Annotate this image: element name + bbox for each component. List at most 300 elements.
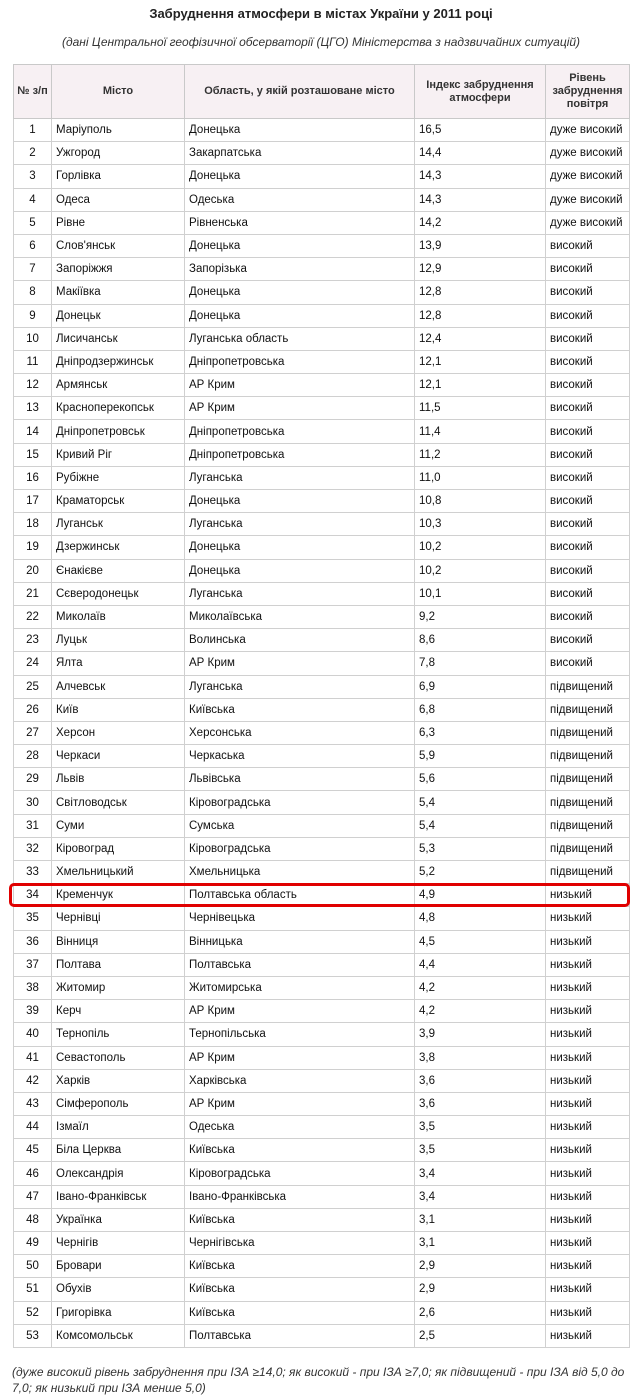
cell-num: 35 — [14, 907, 52, 930]
cell-city: Луцьк — [52, 629, 185, 652]
cell-num: 39 — [14, 1000, 52, 1023]
cell-region: Донецька — [185, 490, 415, 513]
cell-index: 10,2 — [415, 559, 546, 582]
pollution-table — [13, 64, 630, 1348]
cell-level: низький — [546, 1000, 630, 1023]
cell-index: 5,2 — [415, 861, 546, 884]
cell-city: Суми — [52, 814, 185, 837]
cell-city: Макіївка — [52, 281, 185, 304]
cell-index: 13,9 — [415, 234, 546, 257]
cell-num: 31 — [14, 814, 52, 837]
cell-region: Миколаївська — [185, 605, 415, 628]
cell-level: високий — [546, 420, 630, 443]
cell-index: 8,6 — [415, 629, 546, 652]
cell-region: Дніпропетровська — [185, 443, 415, 466]
table-row — [14, 652, 630, 675]
cell-num: 22 — [14, 605, 52, 628]
table-row — [14, 1185, 630, 1208]
table-row — [14, 1162, 630, 1185]
cell-region: Чернівецька — [185, 907, 415, 930]
cell-index: 5,9 — [415, 745, 546, 768]
cell-level: низький — [546, 1069, 630, 1092]
header-num: № з/п — [14, 65, 52, 119]
cell-region: Донецька — [185, 559, 415, 582]
cell-region: Закарпатська — [185, 142, 415, 165]
cell-index: 6,9 — [415, 675, 546, 698]
cell-level: підвищений — [546, 861, 630, 884]
cell-num: 48 — [14, 1208, 52, 1231]
cell-level: низький — [546, 907, 630, 930]
cell-region: Тернопільська — [185, 1023, 415, 1046]
cell-city: Олександрія — [52, 1162, 185, 1185]
cell-index: 12,8 — [415, 304, 546, 327]
page-subtitle: (дані Центральної геофізичної обсерваторії (ЦГО) Міністерства з надзвичайних ситуацій) — [61, 35, 581, 49]
cell-city: Дніпродзержинськ — [52, 350, 185, 373]
cell-level: високий — [546, 466, 630, 489]
cell-level: низький — [546, 1324, 630, 1347]
table-row — [14, 907, 630, 930]
cell-level: високий — [546, 443, 630, 466]
cell-city: Красноперекопськ — [52, 397, 185, 420]
cell-index: 14,3 — [415, 188, 546, 211]
table-row — [14, 513, 630, 536]
cell-num: 51 — [14, 1278, 52, 1301]
cell-city: Сєверодонецьк — [52, 582, 185, 605]
cell-level: низький — [546, 1162, 630, 1185]
table-row — [14, 258, 630, 281]
cell-num: 33 — [14, 861, 52, 884]
table-row — [14, 953, 630, 976]
table-row — [14, 745, 630, 768]
cell-index: 14,2 — [415, 211, 546, 234]
cell-num: 14 — [14, 420, 52, 443]
cell-num: 15 — [14, 443, 52, 466]
table-row — [14, 1255, 630, 1278]
table-row — [14, 374, 630, 397]
cell-city: Алчевськ — [52, 675, 185, 698]
cell-level: підвищений — [546, 814, 630, 837]
cell-city: Київ — [52, 698, 185, 721]
cell-num: 36 — [14, 930, 52, 953]
cell-region: Донецька — [185, 165, 415, 188]
cell-region: АР Крим — [185, 374, 415, 397]
table-row — [14, 721, 630, 744]
cell-num: 8 — [14, 281, 52, 304]
cell-level: високий — [546, 490, 630, 513]
cell-level: підвищений — [546, 721, 630, 744]
cell-region: Одеська — [185, 1116, 415, 1139]
cell-region: Харківська — [185, 1069, 415, 1092]
table-row — [14, 582, 630, 605]
cell-city: Полтава — [52, 953, 185, 976]
cell-level: низький — [546, 930, 630, 953]
cell-level: дуже високий — [546, 211, 630, 234]
cell-num: 18 — [14, 513, 52, 536]
table-row — [14, 1069, 630, 1092]
cell-num: 9 — [14, 304, 52, 327]
table-row — [14, 1278, 630, 1301]
cell-index: 16,5 — [415, 119, 546, 142]
table-row — [14, 1046, 630, 1069]
cell-region: Одеська — [185, 188, 415, 211]
cell-level: високий — [546, 536, 630, 559]
highlight-box — [9, 883, 630, 907]
cell-index: 9,2 — [415, 605, 546, 628]
table-row — [14, 1116, 630, 1139]
cell-index: 3,4 — [415, 1162, 546, 1185]
cell-city: Чернігів — [52, 1232, 185, 1255]
cell-num: 4 — [14, 188, 52, 211]
cell-level: високий — [546, 582, 630, 605]
table-row — [14, 142, 630, 165]
cell-num: 11 — [14, 350, 52, 373]
cell-num: 13 — [14, 397, 52, 420]
cell-num: 34 — [14, 884, 52, 907]
cell-num: 44 — [14, 1116, 52, 1139]
cell-city: Кривий Ріг — [52, 443, 185, 466]
cell-region: Херсонська — [185, 721, 415, 744]
cell-num: 28 — [14, 745, 52, 768]
cell-num: 41 — [14, 1046, 52, 1069]
cell-num: 52 — [14, 1301, 52, 1324]
cell-region: Луганська — [185, 466, 415, 489]
cell-level: низький — [546, 1278, 630, 1301]
cell-level: високий — [546, 281, 630, 304]
table-row — [14, 350, 630, 373]
cell-index: 14,3 — [415, 165, 546, 188]
cell-region: Житомирська — [185, 976, 415, 999]
cell-region: Луганська область — [185, 327, 415, 350]
cell-index: 4,2 — [415, 976, 546, 999]
table-row — [14, 165, 630, 188]
cell-city: Маріуполь — [52, 119, 185, 142]
cell-level: високий — [546, 652, 630, 675]
cell-city: Донецьк — [52, 304, 185, 327]
cell-region: Черкаська — [185, 745, 415, 768]
cell-region: Луганська — [185, 513, 415, 536]
cell-num: 40 — [14, 1023, 52, 1046]
cell-city: Луганськ — [52, 513, 185, 536]
table-row — [14, 1208, 630, 1231]
cell-index: 11,2 — [415, 443, 546, 466]
cell-index: 11,5 — [415, 397, 546, 420]
cell-city: Севастополь — [52, 1046, 185, 1069]
table-header-row — [14, 65, 630, 119]
cell-index: 5,4 — [415, 814, 546, 837]
cell-city: Комсомольськ — [52, 1324, 185, 1347]
cell-index: 3,5 — [415, 1116, 546, 1139]
cell-city: Обухів — [52, 1278, 185, 1301]
cell-index: 4,5 — [415, 930, 546, 953]
cell-num: 49 — [14, 1232, 52, 1255]
header-region: Область, у якій розташоване місто — [185, 65, 415, 119]
cell-num: 24 — [14, 652, 52, 675]
cell-index: 3,6 — [415, 1069, 546, 1092]
table-row — [14, 768, 630, 791]
cell-index: 3,4 — [415, 1185, 546, 1208]
cell-city: Хмельницький — [52, 861, 185, 884]
cell-city: Дніпропетровськ — [52, 420, 185, 443]
cell-index: 10,1 — [415, 582, 546, 605]
cell-level: низький — [546, 953, 630, 976]
page-title: Забруднення атмосфери в містах України у 2011 році — [149, 6, 493, 21]
cell-index: 4,9 — [415, 884, 546, 907]
cell-city: Запоріжжя — [52, 258, 185, 281]
table-row — [14, 234, 630, 257]
cell-city: Кіровоград — [52, 837, 185, 860]
cell-level: низький — [546, 1092, 630, 1115]
cell-city: Слов'янськ — [52, 234, 185, 257]
cell-index: 6,3 — [415, 721, 546, 744]
cell-region: Київська — [185, 1139, 415, 1162]
cell-city: Бровари — [52, 1255, 185, 1278]
cell-index: 3,8 — [415, 1046, 546, 1069]
cell-city: Черкаси — [52, 745, 185, 768]
cell-region: АР Крим — [185, 652, 415, 675]
cell-index: 11,4 — [415, 420, 546, 443]
cell-level: підвищений — [546, 675, 630, 698]
cell-city: Єнакієве — [52, 559, 185, 582]
cell-level: високий — [546, 374, 630, 397]
cell-level: високий — [546, 304, 630, 327]
cell-level: низький — [546, 1139, 630, 1162]
cell-region: Полтавська область — [185, 884, 415, 907]
cell-num: 43 — [14, 1092, 52, 1115]
cell-level: підвищений — [546, 837, 630, 860]
cell-num: 2 — [14, 142, 52, 165]
cell-city: Ужгород — [52, 142, 185, 165]
cell-city: Дзержинськ — [52, 536, 185, 559]
cell-region: Донецька — [185, 304, 415, 327]
header-city: Місто — [52, 65, 185, 119]
cell-num: 37 — [14, 953, 52, 976]
table-row — [14, 791, 630, 814]
cell-index: 11,0 — [415, 466, 546, 489]
cell-region: Полтавська — [185, 1324, 415, 1347]
cell-city: Ялта — [52, 652, 185, 675]
cell-num: 26 — [14, 698, 52, 721]
cell-num: 6 — [14, 234, 52, 257]
cell-index: 3,6 — [415, 1092, 546, 1115]
cell-level: високий — [546, 513, 630, 536]
cell-city: Рубіжне — [52, 466, 185, 489]
cell-index: 2,6 — [415, 1301, 546, 1324]
cell-region: АР Крим — [185, 1046, 415, 1069]
cell-region: Київська — [185, 1208, 415, 1231]
table-row — [14, 861, 630, 884]
table-row — [14, 1301, 630, 1324]
cell-level: дуже високий — [546, 142, 630, 165]
cell-city: Тернопіль — [52, 1023, 185, 1046]
cell-region: Кіровоградська — [185, 837, 415, 860]
cell-level: високий — [546, 605, 630, 628]
table-row — [14, 211, 630, 234]
cell-level: підвищений — [546, 768, 630, 791]
cell-level: високий — [546, 234, 630, 257]
cell-city: Ізмаїл — [52, 1116, 185, 1139]
table-row — [14, 1000, 630, 1023]
cell-num: 19 — [14, 536, 52, 559]
cell-num: 29 — [14, 768, 52, 791]
cell-region: Волинська — [185, 629, 415, 652]
cell-num: 38 — [14, 976, 52, 999]
cell-region: Кіровоградська — [185, 1162, 415, 1185]
table-row — [14, 1139, 630, 1162]
table-row — [14, 559, 630, 582]
cell-city: Львів — [52, 768, 185, 791]
cell-index: 5,3 — [415, 837, 546, 860]
table-row — [14, 1232, 630, 1255]
cell-city: Івано-Франківськ — [52, 1185, 185, 1208]
cell-index: 3,9 — [415, 1023, 546, 1046]
table-row — [14, 629, 630, 652]
cell-region: Київська — [185, 698, 415, 721]
cell-city: Кременчук — [52, 884, 185, 907]
table-row — [14, 466, 630, 489]
cell-num: 30 — [14, 791, 52, 814]
cell-city: Вінниця — [52, 930, 185, 953]
cell-level: низький — [546, 1046, 630, 1069]
table-row — [14, 1092, 630, 1115]
table-row — [14, 814, 630, 837]
cell-region: АР Крим — [185, 1000, 415, 1023]
cell-city: Армянськ — [52, 374, 185, 397]
table-row — [14, 304, 630, 327]
cell-level: дуже високий — [546, 119, 630, 142]
cell-level: низький — [546, 1255, 630, 1278]
cell-num: 3 — [14, 165, 52, 188]
cell-index: 12,4 — [415, 327, 546, 350]
cell-level: низький — [546, 1208, 630, 1231]
table-row — [14, 443, 630, 466]
cell-level: підвищений — [546, 698, 630, 721]
table-row — [14, 420, 630, 443]
cell-num: 50 — [14, 1255, 52, 1278]
cell-index: 2,9 — [415, 1278, 546, 1301]
table-body — [14, 119, 630, 1348]
cell-index: 6,8 — [415, 698, 546, 721]
cell-city: Одеса — [52, 188, 185, 211]
cell-region: Рівненська — [185, 211, 415, 234]
cell-level: низький — [546, 1116, 630, 1139]
table-row — [14, 397, 630, 420]
cell-region: Івано-Франківська — [185, 1185, 415, 1208]
cell-level: високий — [546, 629, 630, 652]
cell-index: 7,8 — [415, 652, 546, 675]
cell-level: дуже високий — [546, 188, 630, 211]
cell-index: 12,1 — [415, 374, 546, 397]
cell-level: високий — [546, 559, 630, 582]
table-row — [14, 1023, 630, 1046]
table-row — [14, 605, 630, 628]
cell-region: Сумська — [185, 814, 415, 837]
cell-region: Полтавська — [185, 953, 415, 976]
table-row — [14, 1324, 630, 1347]
cell-city: Лисичанськ — [52, 327, 185, 350]
cell-index: 5,6 — [415, 768, 546, 791]
cell-num: 7 — [14, 258, 52, 281]
cell-num: 45 — [14, 1139, 52, 1162]
cell-index: 3,1 — [415, 1232, 546, 1255]
cell-num: 16 — [14, 466, 52, 489]
cell-num: 20 — [14, 559, 52, 582]
cell-level: високий — [546, 350, 630, 373]
header-index: Індекс забруднення атмосфери — [415, 65, 546, 119]
cell-level: високий — [546, 397, 630, 420]
cell-city: Світловодськ — [52, 791, 185, 814]
cell-region: Київська — [185, 1301, 415, 1324]
cell-region: Донецька — [185, 536, 415, 559]
cell-region: Львівська — [185, 768, 415, 791]
cell-index: 3,1 — [415, 1208, 546, 1231]
cell-level: низький — [546, 1185, 630, 1208]
cell-num: 23 — [14, 629, 52, 652]
table-row — [14, 188, 630, 211]
cell-city: Херсон — [52, 721, 185, 744]
cell-level: низький — [546, 976, 630, 999]
cell-region: Донецька — [185, 281, 415, 304]
cell-num: 27 — [14, 721, 52, 744]
cell-level: високий — [546, 327, 630, 350]
cell-region: Луганська — [185, 675, 415, 698]
cell-city: Чернівці — [52, 907, 185, 930]
cell-level: високий — [546, 258, 630, 281]
cell-city: Харків — [52, 1069, 185, 1092]
cell-city: Краматорськ — [52, 490, 185, 513]
cell-level: низький — [546, 1023, 630, 1046]
cell-region: АР Крим — [185, 1092, 415, 1115]
cell-index: 14,4 — [415, 142, 546, 165]
cell-index: 4,4 — [415, 953, 546, 976]
cell-num: 12 — [14, 374, 52, 397]
cell-index: 3,5 — [415, 1139, 546, 1162]
cell-index: 12,9 — [415, 258, 546, 281]
table-row — [14, 976, 630, 999]
cell-region: Донецька — [185, 119, 415, 142]
cell-level: низький — [546, 884, 630, 907]
table-row — [14, 281, 630, 304]
cell-index: 2,5 — [415, 1324, 546, 1347]
cell-region: Дніпропетровська — [185, 420, 415, 443]
cell-num: 5 — [14, 211, 52, 234]
cell-num: 47 — [14, 1185, 52, 1208]
table-row — [14, 327, 630, 350]
cell-city: Сімферополь — [52, 1092, 185, 1115]
cell-region: Запорізька — [185, 258, 415, 281]
table-row — [14, 698, 630, 721]
cell-region: Дніпропетровська — [185, 350, 415, 373]
cell-num: 17 — [14, 490, 52, 513]
cell-region: Чернігівська — [185, 1232, 415, 1255]
cell-city: Григорівка — [52, 1301, 185, 1324]
cell-index: 5,4 — [415, 791, 546, 814]
cell-city: Українка — [52, 1208, 185, 1231]
table-row — [14, 490, 630, 513]
cell-region: Донецька — [185, 234, 415, 257]
cell-index: 4,8 — [415, 907, 546, 930]
cell-index: 12,1 — [415, 350, 546, 373]
cell-index: 10,2 — [415, 536, 546, 559]
cell-region: Київська — [185, 1278, 415, 1301]
cell-level: низький — [546, 1301, 630, 1324]
cell-index: 12,8 — [415, 281, 546, 304]
table-row — [14, 930, 630, 953]
cell-region: Кіровоградська — [185, 791, 415, 814]
cell-city: Біла Церква — [52, 1139, 185, 1162]
cell-num: 32 — [14, 837, 52, 860]
cell-level: підвищений — [546, 791, 630, 814]
cell-city: Житомир — [52, 976, 185, 999]
